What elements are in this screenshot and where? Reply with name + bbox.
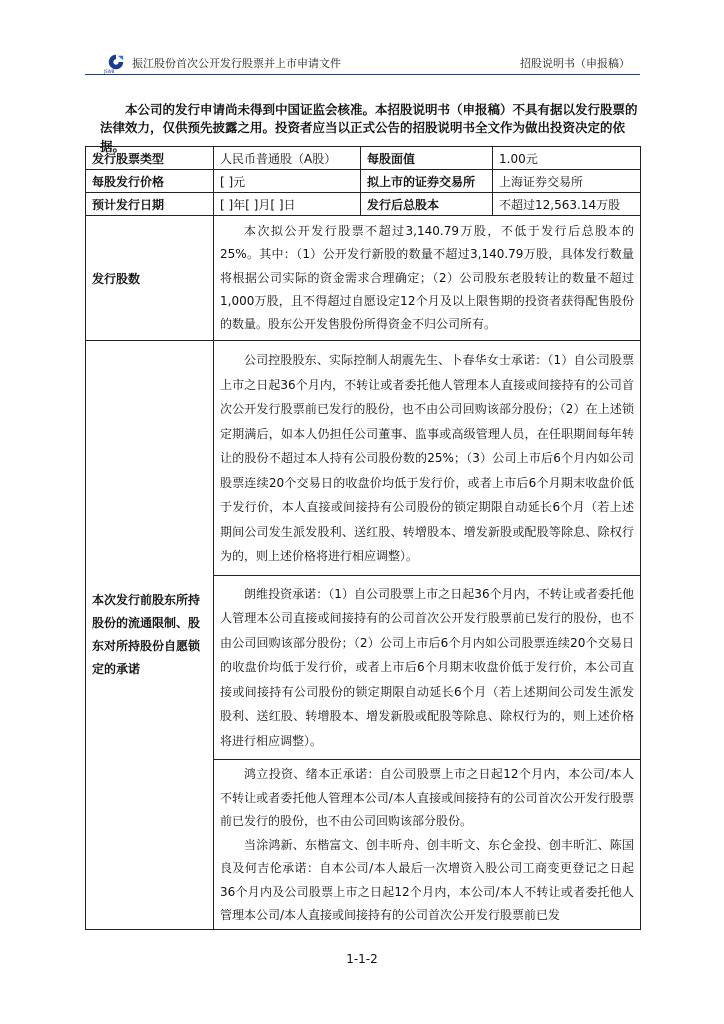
label-shares-issued: 发行股数 — [86, 216, 214, 341]
table-row — [86, 341, 641, 576]
page-number: 1-1-2 — [346, 952, 378, 966]
table-row — [86, 216, 641, 341]
value-issue-price: [ ]元 — [214, 170, 361, 193]
label-stock-type: 发行股票类型 — [86, 147, 214, 170]
shares-issued-text: 本次拟公开发行股票不超过3,140.79万股，不低于发行后总股本的25%。其中：（1）公开发行新股的数量不超过3,140.79万股，具体发行数量将根据公司实际的资金需求合理确定；（2）公司股东老股转让的数量不超过1,000万股，且不得超过自愿设定12个月及以上限售期的投资者获得配售股份的数量。股东公开发售股份所得资金不归公司所有。 — [220, 224, 634, 332]
value-shares-issued-cell — [214, 216, 641, 341]
lockup-langwei-cell — [214, 575, 641, 760]
logo-text: JSWB — [104, 69, 115, 74]
page-header — [85, 50, 640, 75]
label-issue-date: 预计发行日期 — [86, 193, 214, 216]
label-par-value: 每股面值 — [361, 147, 493, 170]
label-exchange: 拟上市的证券交易所 — [361, 170, 493, 193]
value-issue-date: [ ]年[ ]月[ ]日 — [214, 193, 361, 216]
value-par-value: 1.00元 — [493, 147, 641, 170]
lockup-paragraph-1: 公司控股股东、实际控制人胡震先生、卜春华女士承诺：（1）自公司股票上市之日起36个月内，不转让或者委托他人管理本人直接或间接持有的公司首次公开发行股票前已发行的股份，也不由公司回购该部分股份；（2）在上述锁定期满后，如本人仍担任公司董事、监事或高级管理人员，在任职期间每年转让的股份不超过本人持有公司股份数的25%；（3）公司上市后6个月内如公司股票连续20个交易日的收盘价均低于发行价，或者上市后6个月期末收盘价低于发行价，本人直接或间接持有公司股份的锁定期限自动延长6个月（若上述期间公司发生派发股利、送红股、转增股本、增发新股或配股等除息、除权行为的，则上述价格将进行相应调整）。 — [220, 353, 634, 564]
value-stock-type: 人民币普通股（A股） — [214, 147, 361, 170]
header-document-type: 招股说明书（申报稿） — [520, 57, 630, 70]
label-total-shares: 发行后总股本 — [361, 193, 493, 216]
table-row — [86, 170, 641, 193]
value-total-shares: 不超过12,563.14万股 — [493, 193, 641, 216]
value-exchange: 上海证券交易所 — [493, 170, 641, 193]
table-row — [86, 147, 641, 170]
lockup-paragraph-4: 当涂鸿新、东楷富文、创丰昕舟、创丰昕文、东仑金投、创丰昕汇、陈国良及何吉伦承诺：自本公司/本人最后一次增资入股公司工商变更登记之日起36个月内及公司股票上市之日起12个月内，本公司/本人不转让或者委托他人管理本公司/本人直接或间接持有的公司首次公开发行股票前已发 — [220, 837, 634, 923]
lockup-other-shareholders-cell — [214, 760, 641, 930]
table-row — [86, 193, 641, 216]
header-document-title: 振江股份首次公开发行股票并上市申请文件 — [132, 57, 341, 70]
label-lockup-commitments: 本次发行前股东所持股份的流通限制、股东对所持股份自愿锁定的承诺 — [86, 341, 214, 930]
label-issue-price: 每股发行价格 — [86, 170, 214, 193]
lockup-controlling-shareholder-cell — [214, 341, 641, 576]
lockup-paragraph-2: 朗维投资承诺：（1）自公司股票上市之日起36个月内，不转让或者委托他人管理本公司直接或间接持有的公司首次公开发行股票前已发行的股份，也不由公司回购该部分股份；（2）公司上市后6个月内如公司股票连续20个交易日的收盘价均低于发行价，或者上市后6个月期末收盘价低于发行价，本公司直接或间接持有公司股份的锁定期限自动延长6个月（若上述期间公司发生派发股利、送红股、转增股本、增发新股或配股等除息、除权行为的，则上述价格将进行相应调整）。 — [220, 586, 634, 748]
disclaimer-notice: 本公司的发行申请尚未得到中国证监会核准。本招股说明书（申报稿）不具有据以发行股票的法律效力，仅供预先披露之用。投资者应当以正式公告的招股说明书全文作为做出投资决定的依据。 — [100, 101, 638, 154]
offering-summary-table — [85, 146, 641, 930]
lockup-paragraph-3: 鸿立投资、绪本正承诺：自公司股票上市之日起12个月内，本公司/本人不转让或者委托他人管理本公司/本人直接或间接持有的公司首次公开发行股票前已发行的股份，也不由公司回购该部分股份。 — [220, 767, 634, 829]
